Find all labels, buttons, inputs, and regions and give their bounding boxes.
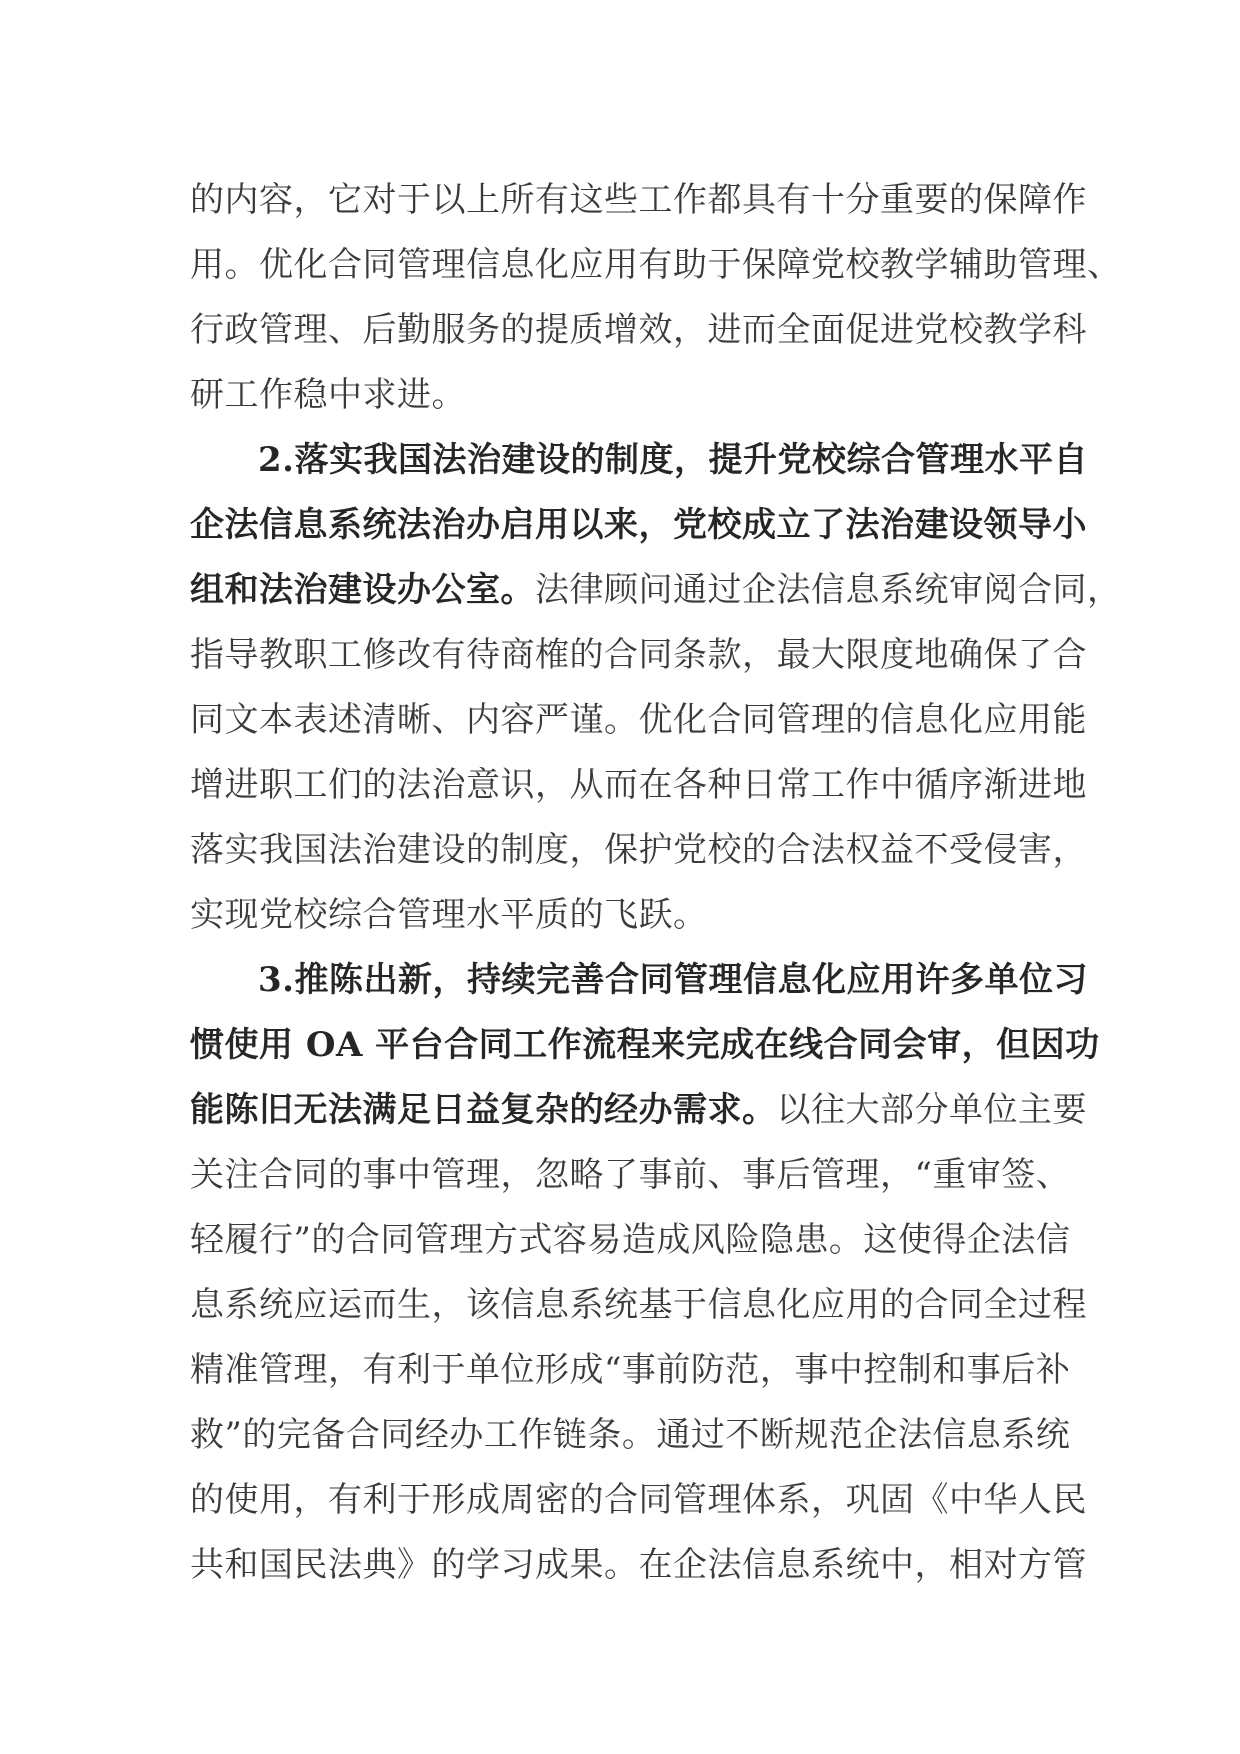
- section-heading-line: 2.落实我国法治建设的制度，提升党校综合管理水平自: [258, 440, 1088, 480]
- section-heading-line: 企法信息系统法治办启用以来，党校成立了法治建设领导小: [190, 505, 1087, 545]
- body-text-line: 落实我国法治建设的制度，保护党校的合法权益不受侵害，: [190, 830, 1087, 870]
- body-text-line: 实现党校综合管理水平质的飞跃。: [190, 895, 708, 935]
- body-text-line: 共和国民法典》的学习成果。在企法信息系统中，相对方管: [190, 1545, 1087, 1585]
- body-text-segment: 以往大部分单位主要: [776, 1090, 1087, 1130]
- body-text-line: 用。优化合同管理信息化应用有助于保障党校教学辅助管理、: [190, 245, 1122, 285]
- body-text-line: 关注合同的事中管理，忽略了事前、事后管理，“重审签、: [190, 1155, 1071, 1195]
- section-heading-tail: 组和法治建设办公室。: [190, 570, 535, 610]
- mixed-text-line: [190, 570, 1122, 610]
- body-text-line: 同文本表述清晰、内容严谨。优化合同管理的信息化应用能: [190, 700, 1087, 740]
- body-text-line: 指导教职工修改有待商榷的合同条款，最大限度地确保了合: [190, 635, 1087, 675]
- body-text-line: 的使用，有利于形成周密的合同管理体系，巩固《中华人民: [190, 1480, 1087, 1520]
- body-text-line: 的内容，它对于以上所有这些工作都具有十分重要的保障作: [190, 180, 1087, 220]
- body-text-line: 救”的完备合同经办工作链条。通过不断规范企法信息系统: [190, 1415, 1071, 1455]
- body-text-line: 息系统应运而生，该信息系统基于信息化应用的合同全过程: [190, 1285, 1087, 1325]
- body-text-line: 研工作稳中求进。: [190, 375, 466, 415]
- body-text-line: 轻履行”的合同管理方式容易造成风险隐患。这使得企法信: [190, 1220, 1071, 1260]
- section-heading-line: 3.推陈出新，持续完善合同管理信息化应用许多单位习: [258, 960, 1088, 1000]
- section-heading-line: 惯使用 OA 平台合同工作流程来完成在线合同会审，但因功: [190, 1025, 1100, 1065]
- body-text-line: 增进职工们的法治意识，从而在各种日常工作中循序渐进地: [190, 765, 1087, 805]
- body-text-segment: 法律顾问通过企法信息系统审阅合同，: [535, 570, 1122, 610]
- mixed-text-line: [190, 1090, 1087, 1130]
- body-text-line: 行政管理、后勤服务的提质增效，进而全面促进党校教学科: [190, 310, 1087, 350]
- section-heading-tail: 能陈旧无法满足日益复杂的经办需求。: [190, 1090, 777, 1130]
- body-text-line: 精准管理，有利于单位形成“事前防范，事中控制和事后补: [190, 1350, 1071, 1390]
